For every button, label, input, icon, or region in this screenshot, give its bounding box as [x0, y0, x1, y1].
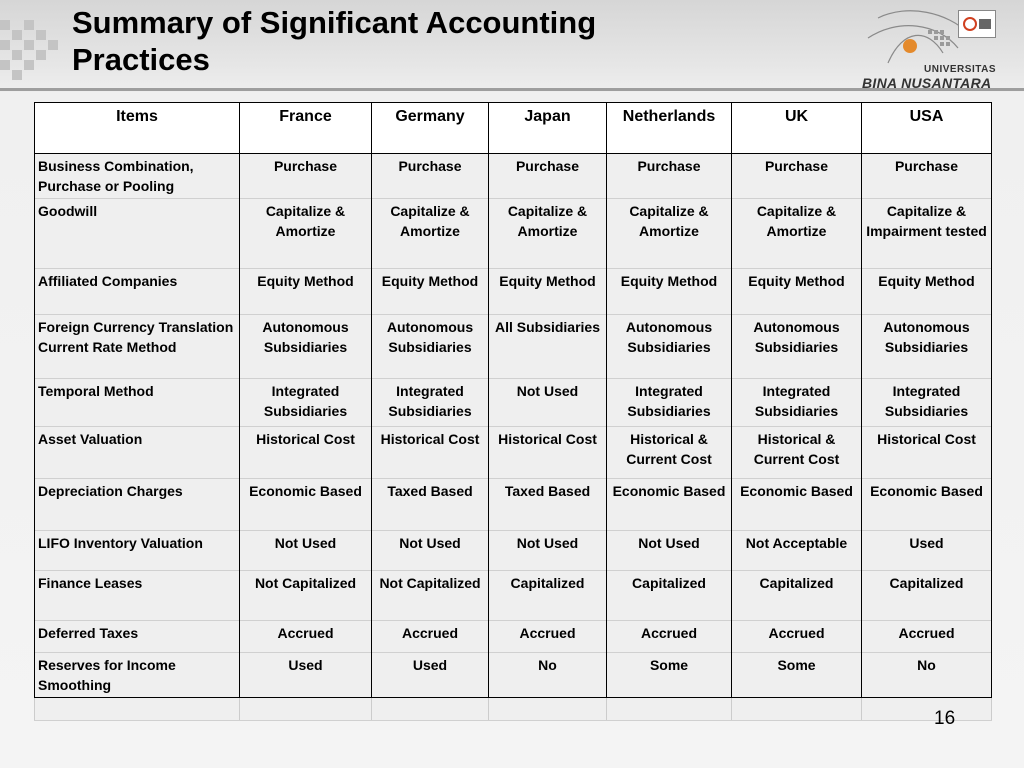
table-cell: Equity Method: [607, 269, 732, 315]
table-cell: Autonomous Subsidiaries: [372, 315, 489, 379]
column-header: Germany: [372, 103, 489, 154]
checker-square: [0, 20, 10, 30]
checker-square: [12, 30, 22, 40]
table-cell: Autonomous Subsidiaries: [240, 315, 372, 379]
table-cell: Autonomous Subsidiaries: [607, 315, 732, 379]
table-cell: Historical & Current Cost: [607, 427, 732, 479]
column-header: Netherlands: [607, 103, 732, 154]
row-item-label: Finance Leases: [35, 571, 240, 621]
table-cell: Some: [732, 653, 862, 698]
table-cell: Capitalized: [489, 571, 607, 621]
table-cell: Not Capitalized: [372, 571, 489, 621]
table-cell: Economic Based: [607, 479, 732, 531]
row-item-label: Reserves for Income Smoothing: [35, 653, 240, 698]
checker-square: [36, 30, 46, 40]
table-cell: Equity Method: [862, 269, 992, 315]
column-header: Japan: [489, 103, 607, 154]
column-header: France: [240, 103, 372, 154]
column-header: UK: [732, 103, 862, 154]
table-cell: Historical Cost: [372, 427, 489, 479]
table-cell: Autonomous Subsidiaries: [862, 315, 992, 379]
table-cell: Not Used: [607, 531, 732, 571]
table-cell: Accrued: [732, 621, 862, 653]
checker-square: [48, 40, 58, 50]
page-number: 16: [934, 708, 956, 729]
table-cell: Accrued: [372, 621, 489, 653]
table-row: [35, 479, 992, 531]
table-row: [35, 199, 992, 269]
table-cell: Not Used: [489, 531, 607, 571]
checker-square: [36, 50, 46, 60]
table-cell: Autonomous Subsidiaries: [732, 315, 862, 379]
checker-square: [24, 20, 34, 30]
table-cell: Equity Method: [489, 269, 607, 315]
row-item-label: Foreign Currency Translation Current Rate Method: [35, 315, 240, 379]
table-cell: Purchase: [732, 154, 862, 199]
table-cell: Purchase: [240, 154, 372, 199]
table-cell: Capitalize & Amortize: [607, 199, 732, 269]
checker-square: [0, 40, 10, 50]
table-cell: Historical Cost: [240, 427, 372, 479]
table-cell: No: [489, 653, 607, 698]
table-cell: Capitalized: [732, 571, 862, 621]
table-cell: Equity Method: [372, 269, 489, 315]
table-cell: No: [862, 653, 992, 698]
table-cell: Integrated Subsidiaries: [607, 379, 732, 427]
table-cell: Historical Cost: [489, 427, 607, 479]
empty-cell: [372, 698, 489, 721]
table-cell: Historical & Current Cost: [732, 427, 862, 479]
checker-square: [24, 40, 34, 50]
row-item-label: Deferred Taxes: [35, 621, 240, 653]
table-cell: Capitalized: [862, 571, 992, 621]
table-cell: Accrued: [489, 621, 607, 653]
table-cell: Purchase: [489, 154, 607, 199]
table-row: [35, 621, 992, 653]
table-cell: Accrued: [240, 621, 372, 653]
row-item-label: Business Combination, Purchase or Pooling: [35, 154, 240, 199]
table-cell: Capitalize & Amortize: [372, 199, 489, 269]
table-row: [35, 269, 992, 315]
table-cell: Used: [240, 653, 372, 698]
decorative-checkers: [0, 0, 70, 80]
table-cell: Economic Based: [732, 479, 862, 531]
table-row: [35, 379, 992, 427]
empty-cell: [607, 698, 732, 721]
accounting-practices-table: [34, 102, 992, 721]
empty-cell: [35, 698, 240, 721]
table-cell: Integrated Subsidiaries: [732, 379, 862, 427]
checker-square: [12, 70, 22, 80]
table-header-row: [35, 103, 992, 154]
table-cell: Not Used: [489, 379, 607, 427]
table-cell: Used: [372, 653, 489, 698]
slide-title: Summary of Significant Accounting Practices: [72, 5, 597, 77]
table-cell: Economic Based: [240, 479, 372, 531]
table-cell: Not Used: [240, 531, 372, 571]
row-item-label: Affiliated Companies: [35, 269, 240, 315]
empty-cell: [732, 698, 862, 721]
table-cell: Used: [862, 531, 992, 571]
column-header: Items: [35, 103, 240, 154]
table-cell: Integrated Subsidiaries: [372, 379, 489, 427]
checker-square: [0, 60, 10, 70]
row-item-label: Goodwill: [35, 199, 240, 269]
table-cell: Historical Cost: [862, 427, 992, 479]
empty-cell: [862, 698, 992, 721]
table-cell: Not Capitalized: [240, 571, 372, 621]
table-row: [35, 315, 992, 379]
checker-square: [12, 50, 22, 60]
table-cell: Capitalize & Amortize: [489, 199, 607, 269]
table-cell: Capitalize & Amortize: [240, 199, 372, 269]
table-cell: Some: [607, 653, 732, 698]
row-item-label: Temporal Method: [35, 379, 240, 427]
table-row: [35, 653, 992, 698]
table-cell: Accrued: [862, 621, 992, 653]
row-item-label: LIFO Inventory Valuation: [35, 531, 240, 571]
table-cell: Purchase: [607, 154, 732, 199]
table-cell: Integrated Subsidiaries: [862, 379, 992, 427]
table-cell: Economic Based: [862, 479, 992, 531]
table-cell: Equity Method: [732, 269, 862, 315]
table-cell: Accrued: [607, 621, 732, 653]
table-cell: Equity Method: [240, 269, 372, 315]
table-cell: Capitalized: [607, 571, 732, 621]
column-header: USA: [862, 103, 992, 154]
table-cell: Not Used: [372, 531, 489, 571]
row-item-label: Depreciation Charges: [35, 479, 240, 531]
table-cell: Not Acceptable: [732, 531, 862, 571]
empty-cell: [489, 698, 607, 721]
table-row: [35, 531, 992, 571]
checker-square: [24, 60, 34, 70]
table-cell: Taxed Based: [372, 479, 489, 531]
table-row: [35, 571, 992, 621]
empty-cell: [240, 698, 372, 721]
row-item-label: Asset Valuation: [35, 427, 240, 479]
table-cell: Capitalize & Amortize: [732, 199, 862, 269]
table-cell: Integrated Subsidiaries: [240, 379, 372, 427]
table-row: [35, 154, 992, 199]
logo-line2: BINA NUSANTARA: [862, 75, 992, 91]
table-cell: Purchase: [862, 154, 992, 199]
table-row: [35, 427, 992, 479]
table-cell: All Subsidiaries: [489, 315, 607, 379]
empty-row: [35, 698, 992, 721]
table-cell: Purchase: [372, 154, 489, 199]
logo-line1: UNIVERSITAS: [924, 64, 996, 75]
table-cell: Taxed Based: [489, 479, 607, 531]
table-cell: Capitalize & Impairment tested: [862, 199, 992, 269]
badge-icon: [958, 10, 996, 38]
